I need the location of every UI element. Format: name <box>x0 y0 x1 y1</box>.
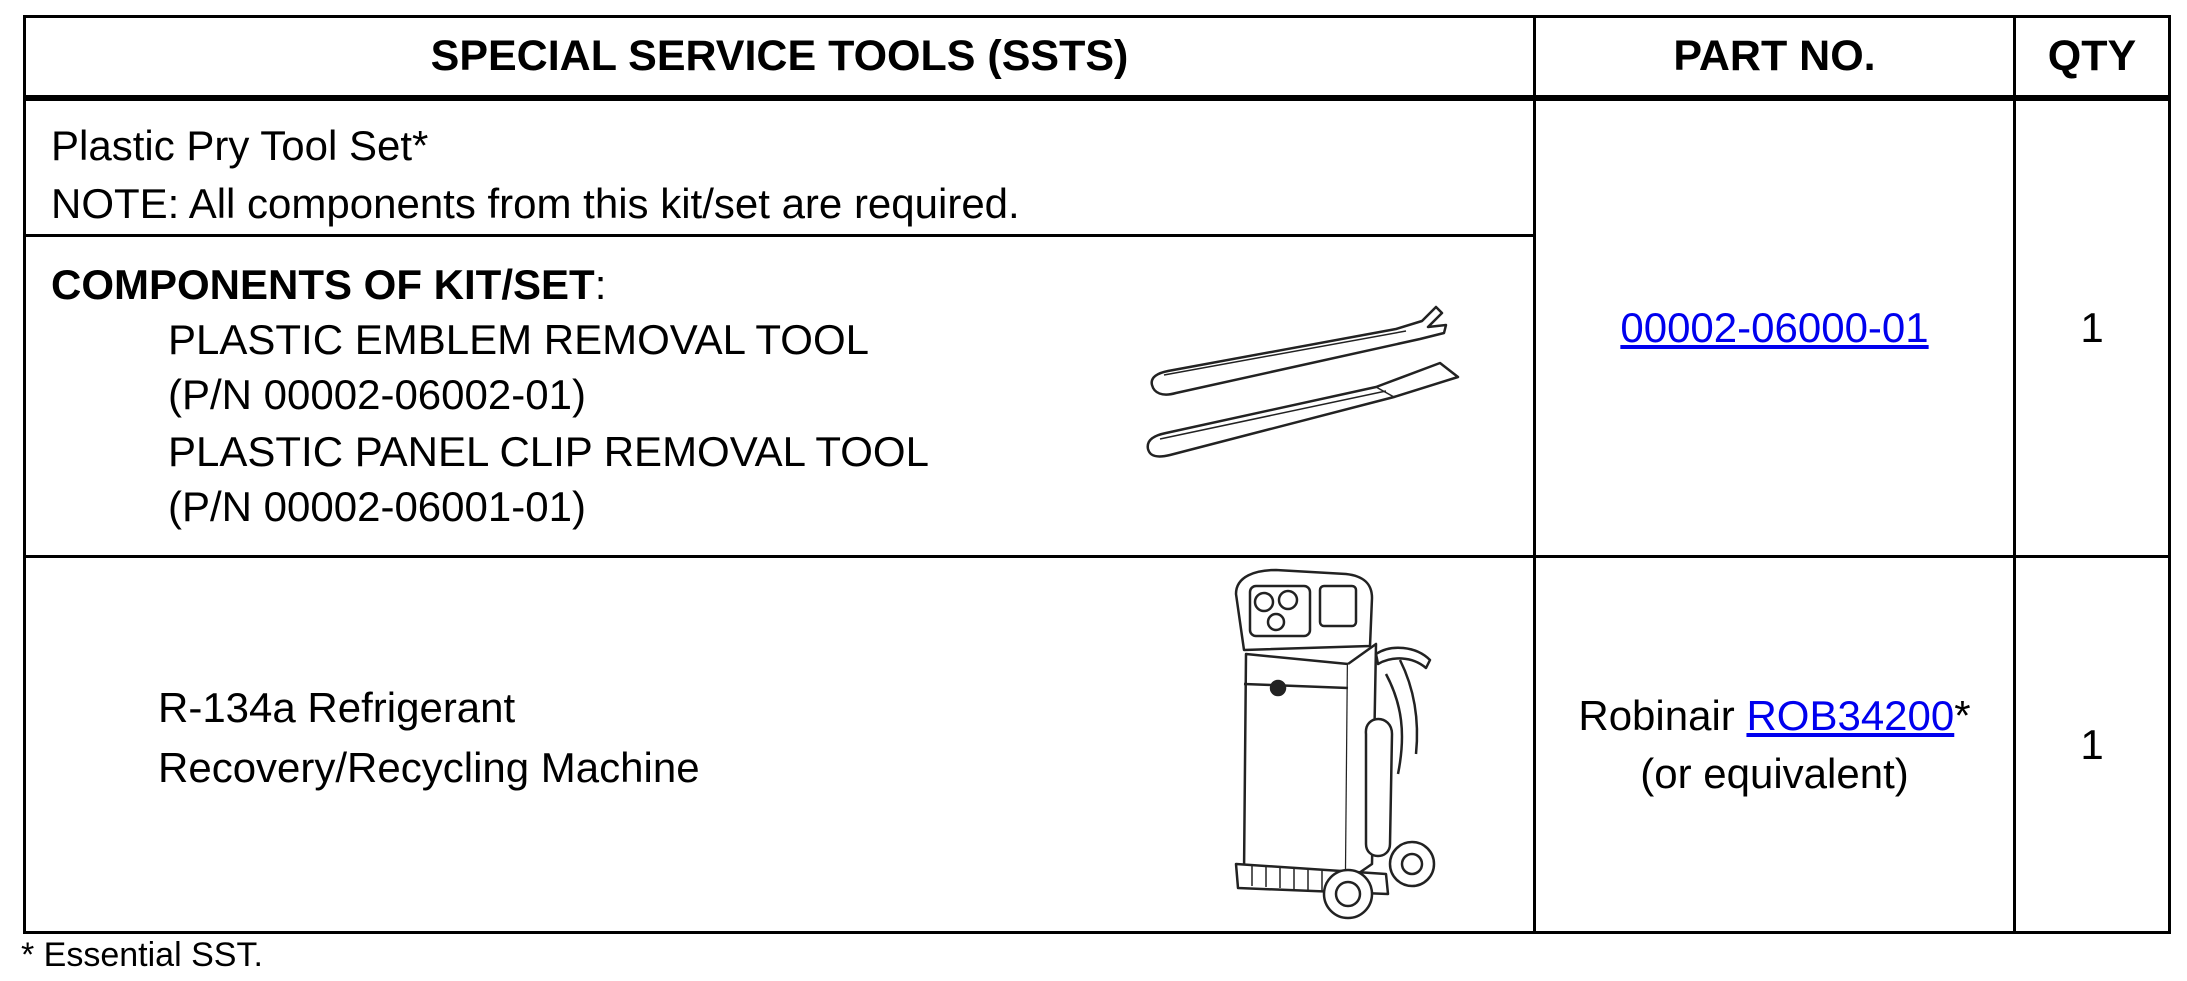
machine-name-line1: R-134a Refrigerant <box>158 684 516 731</box>
component-pn: (P/N 00002-06002-01) <box>168 371 586 418</box>
pry-set-part-link[interactable]: 00002-06000-01 <box>1620 304 1929 351</box>
header-tools: SPECIAL SERVICE TOOLS (SSTS) <box>25 17 1535 99</box>
essential-sst-footnote: * Essential SST. <box>21 936 263 974</box>
component-name: PLASTIC PANEL CLIP REMOVAL TOOL <box>168 428 929 475</box>
header-row <box>25 17 2170 99</box>
header-part-no: PART NO. <box>1535 17 2015 99</box>
pry-set-note: NOTE: All components from this kit/set are required. <box>51 179 1020 227</box>
refrigerant-machine-illustration <box>1216 564 1476 926</box>
kit-components-cell <box>25 236 1535 557</box>
machine-part-link[interactable]: ROB34200 <box>1746 691 1955 739</box>
machine-description-cell <box>25 557 1535 933</box>
component-name: PLASTIC EMBLEM REMOVAL TOOL <box>168 316 869 363</box>
components-heading: COMPONENTS OF KIT/SET: <box>51 261 607 308</box>
table-row <box>25 557 2170 933</box>
pry-set-part-no-cell <box>1535 98 2015 557</box>
header-qty: QTY <box>2015 17 2170 99</box>
pry-set-name: Plastic Pry Tool Set* <box>51 121 429 169</box>
machine-part-alt: (or equivalent) <box>1640 749 1909 797</box>
pry-tools-illustration <box>1146 277 1476 477</box>
machine-part-no-cell <box>1535 557 2015 933</box>
component-pn: (P/N 00002-06001-01) <box>168 483 586 530</box>
pry-set-description <box>25 98 1535 236</box>
sst-table <box>23 15 2171 934</box>
table-row <box>25 98 2170 236</box>
machine-qty: 1 <box>2015 557 2170 933</box>
machine-name-line2: Recovery/Recycling Machine <box>158 744 700 791</box>
machine-part-line: Robinair ROB34200* <box>1578 691 1971 739</box>
pry-set-qty: 1 <box>2015 98 2170 557</box>
